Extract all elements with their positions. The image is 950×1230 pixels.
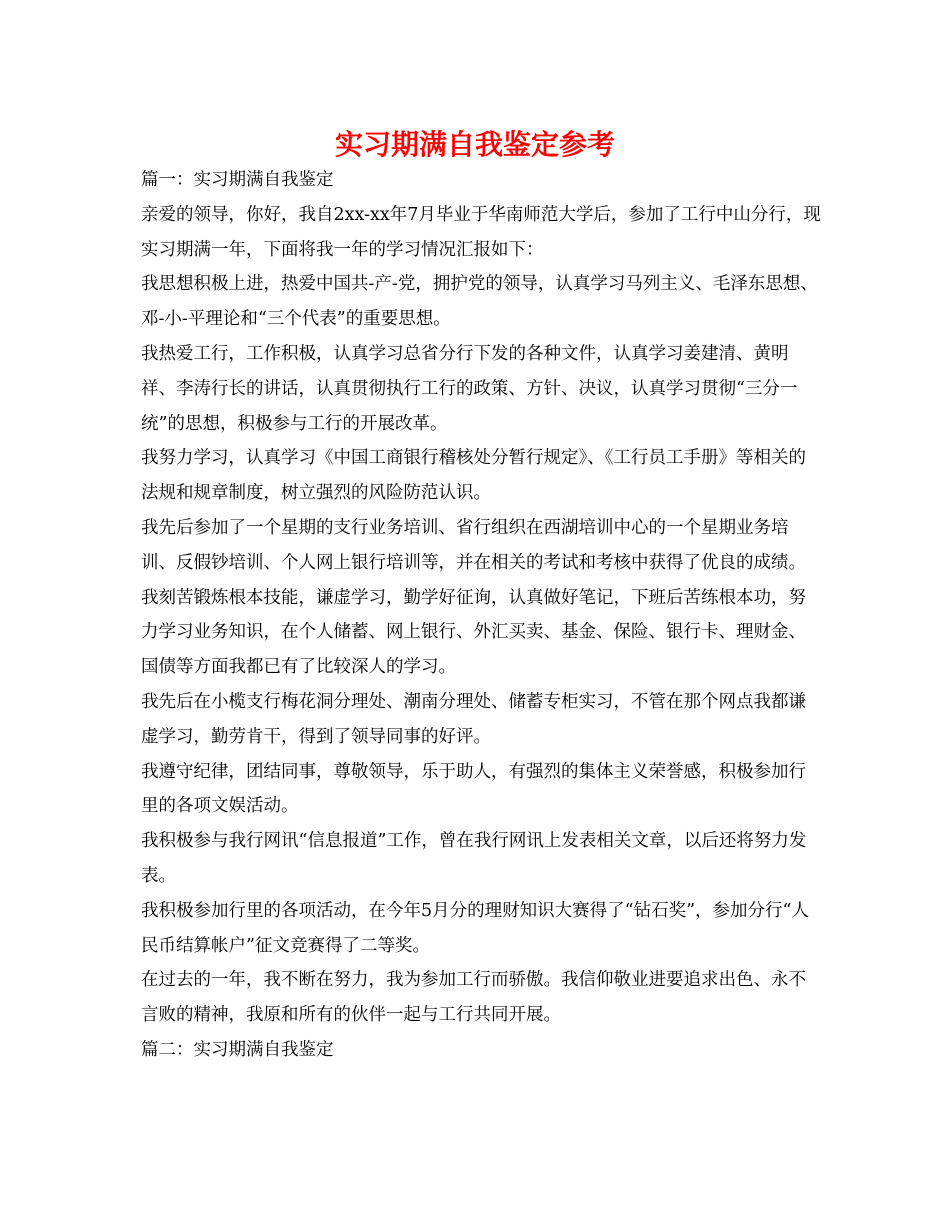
paragraph: 我积极参加行里的各项活动，在今年5月分的理财知识大赛得了“钻石奖”，参加分行“人民币结算帐户”征文竞赛得了二等奖。 — [141, 900, 809, 956]
paragraph: 在过去的一年，我不断在努力，我为参加工行而骄傲。我信仰敬业进要追求出色、永不言败的精神，我原和所有的伙伴一起与工行共同开展。 — [141, 970, 806, 1026]
paragraph: 我遵守纪律，团结同事，尊敬领导，乐于助人，有强烈的集体主义荣誉感，积极参加行里的各项文娱活动。 — [141, 761, 806, 817]
paragraph: 我先后在小榄支行梅花洞分理处、潮南分理处、储蓄专柜实习，不管在那个网点我都谦虚学习，勤劳肯干，得到了领导同事的好评。 — [141, 691, 806, 747]
paragraph: 我积极参与我行网讯“信息报道”工作，曾在我行网讯上发表相关文章，以后还将努力发表。 — [141, 831, 807, 886]
document-body — [141, 163, 821, 1068]
paragraph: 亲爱的领导，你好，我自2xx-xx年7月毕业于华南师范大学后，参加了工行中山分行，现实习期满一年，下面将我一年的学习情况汇报如下： — [141, 204, 821, 260]
paragraph: 我努力学习，认真学习《中国工商银行稽核处分暂行规定》、《工行员工手册》等相关的法规和规章制度，树立强烈的风险防范认识。 — [141, 448, 806, 504]
paragraph: 我刻苦锻炼根本技能，谦虚学习，勤学好征询，认真做好笔记，下班后苦练根本功，努力学习业务知识，在个人储蓄、网上银行、外汇买卖、基金、保险、银行卡、理财金、国债等方面我都已有了比较深人的学习。 — [141, 587, 806, 678]
paragraph: 我先后参加了一个星期的支行业务培训、省行组织在西湖培训中心的一个星期业务培训、反假钞培训、个人网上银行培训等，并在相关的考试和考核中获得了优良的成绩。 — [141, 517, 806, 573]
paragraph: 我热爱工行，工作积极，认真学习总省分行下发的各种文件，认真学习姜建清、黄明祥、李涛行长的讲话，认真贯彻执行工行的政策、方针、决议，认真学习贯彻“三分一统”的思想，积极参与工行的开展改革。 — [141, 343, 798, 434]
section-heading-1: 篇一：实习期满自我鉴定 — [141, 170, 334, 190]
paragraph: 我思想积极上进，热爱中国共-产-党，拥护党的领导，认真学习马列主义、毛泽东思想、邓-小-平理论和“三个代表”的重要思想。 — [141, 274, 818, 330]
section-heading-2: 篇二：实习期满自我鉴定 — [141, 1039, 334, 1060]
document-title: 实习期满自我鉴定参考 — [334, 128, 615, 161]
